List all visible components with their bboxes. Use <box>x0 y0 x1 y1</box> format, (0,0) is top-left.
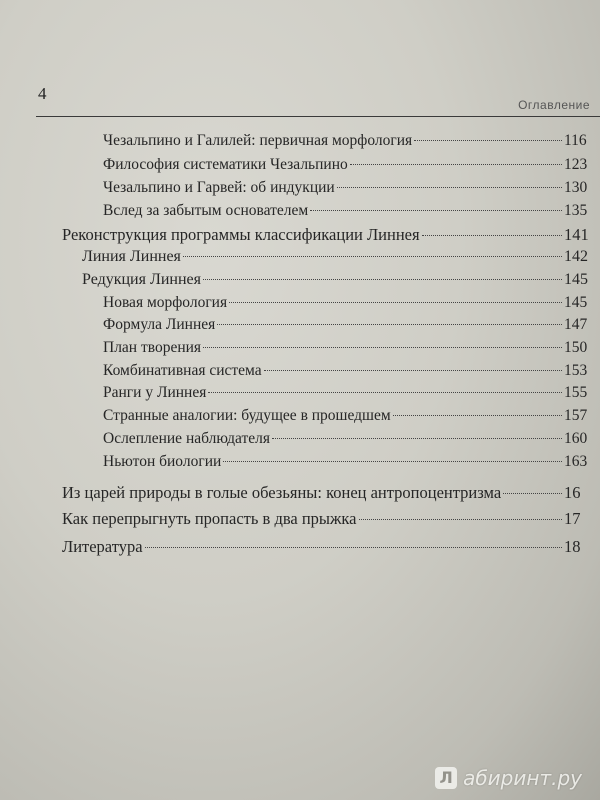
toc-entry-page: 142 <box>564 248 588 265</box>
toc-entry-page: 155 <box>564 384 588 401</box>
toc-entry-page: 123 <box>564 156 588 173</box>
toc-entry-title: Линия Линнея <box>82 248 181 265</box>
dot-leader <box>208 392 562 393</box>
toc-entry-page: 141 <box>564 225 589 244</box>
toc-entry-title: Странные аналогии: будущее в прошедшем <box>103 407 391 424</box>
toc-entry-page: 145 <box>564 294 588 311</box>
toc-entry <box>103 406 598 426</box>
toc-entry-title: Из царей природы в голые обезьяны: конец антропоцентризма <box>62 483 502 502</box>
dot-leader <box>223 461 562 462</box>
toc-entry-page: 153 <box>564 362 588 379</box>
dot-leader <box>264 370 562 371</box>
toc-entry <box>103 429 598 449</box>
toc-entry-title: План творения <box>103 339 202 356</box>
toc-entry-title: Формула Линнея <box>103 316 216 333</box>
dot-leader <box>337 187 562 188</box>
toc-entry <box>62 537 598 557</box>
dot-leader <box>414 140 562 141</box>
toc-entry <box>103 361 598 381</box>
dot-leader <box>503 493 562 494</box>
dot-leader <box>359 519 562 520</box>
toc-entry-title: Ньютон биологии <box>103 453 222 470</box>
header-rule <box>36 116 600 117</box>
toc-entry-page: 147 <box>564 316 588 333</box>
toc-entry-page: 116 <box>564 132 587 149</box>
toc-entry-title: Новая морфология <box>103 294 228 311</box>
labirint-watermark <box>435 766 582 790</box>
toc-entry-title: Философия систематики Чезальпино <box>103 156 348 173</box>
toc-entry <box>103 155 598 175</box>
toc-entry-title: Литература <box>62 537 143 556</box>
toc-entry <box>103 131 598 151</box>
toc-entry <box>103 201 598 221</box>
page-number: 4 <box>38 84 47 103</box>
toc-entry-title: Вслед за забытым основателем <box>103 202 309 219</box>
toc-entry <box>82 270 598 290</box>
toc-entry <box>103 315 598 335</box>
toc-entry-title: Как перепрыгнуть пропасть в два прыжка <box>62 509 357 528</box>
toc-entry <box>62 509 598 529</box>
toc-entry-title: Чезальпино и Гарвей: об индукции <box>103 179 335 196</box>
toc-entry-page: 18 <box>564 537 581 556</box>
toc-entry-page: 145 <box>564 271 588 288</box>
dot-leader <box>217 324 562 325</box>
dot-leader <box>145 547 562 548</box>
watermark-text: абиринт.ру <box>463 766 582 790</box>
toc-entry-page: 150 <box>564 339 588 356</box>
dot-leader <box>350 164 562 165</box>
dot-leader <box>422 235 562 236</box>
toc-entry-title: Ранги у Линнея <box>103 384 207 401</box>
toc-entry <box>62 225 598 245</box>
dot-leader <box>203 279 562 280</box>
dot-leader <box>393 415 562 416</box>
dot-leader <box>203 347 562 348</box>
toc-entry-page: 160 <box>564 430 588 447</box>
dot-leader <box>229 302 562 303</box>
toc-entry-title: Редукция Линнея <box>82 271 201 288</box>
toc-entry-page: 163 <box>564 453 588 470</box>
toc-entry <box>103 338 598 358</box>
toc-entry-title: Ослепление наблюдателя <box>103 430 271 447</box>
toc-entry <box>62 483 598 503</box>
running-head: Оглавление <box>518 98 590 112</box>
toc-entry <box>82 247 598 267</box>
toc-entry-page: 16 <box>564 483 581 502</box>
dot-leader <box>272 438 562 439</box>
toc-entry-page: 130 <box>564 179 588 196</box>
toc-entry <box>103 383 598 403</box>
toc-entry <box>103 178 598 198</box>
dot-leader <box>183 256 562 257</box>
toc-entry-title: Чезальпино и Галилей: первичная морфология <box>103 132 413 149</box>
toc-entry-title: Комбинативная система <box>103 362 262 379</box>
toc-entry-title: Реконструкция программы классификации Линнея <box>62 225 420 244</box>
toc-entry-page: 17 <box>564 509 581 528</box>
toc-entry <box>103 293 598 313</box>
toc-entry <box>103 452 598 472</box>
dot-leader <box>310 210 562 211</box>
labirint-logo-icon: Л <box>435 767 457 789</box>
toc-entry-page: 135 <box>564 202 588 219</box>
toc-entry-page: 157 <box>564 407 588 424</box>
